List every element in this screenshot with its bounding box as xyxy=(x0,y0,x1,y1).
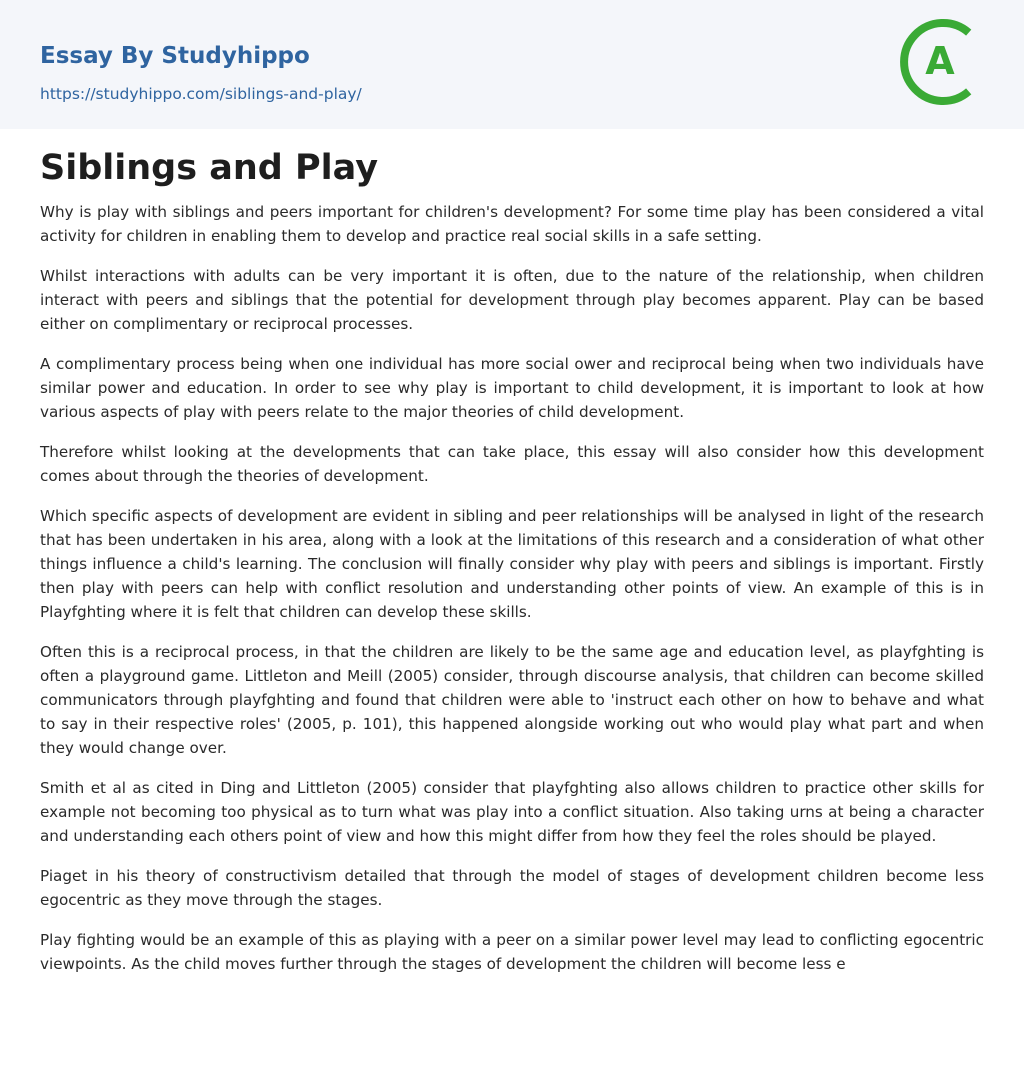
page-url-link[interactable]: https://studyhippo.com/siblings-and-play/ xyxy=(40,85,362,103)
site-header xyxy=(0,0,1024,129)
paragraph: Which specific aspects of development are evident in sibling and peer relationships will be analysed in light of the research that has been undertaken in his area, along with a look at the limitations of this research and a consideration of what other things influence a child's learning. The conclusion will finally consider why play with peers and siblings is important. Firstly then play with peers can help with conflict resolution and understanding other points of view. An example of this is in Playfghting where it is felt that children can develop these skills. xyxy=(40,507,984,621)
paragraph: Smith et al as cited in Ding and Littleton (2005) consider that playfghting also allows children to practice other skills for example not becoming too physical as to turn what was play into a conflict situation. Also taking urns at being a character and understanding each others point of view and how this might differ from how they feel the roles should be played. xyxy=(40,779,984,845)
paragraph: Piaget in his theory of constructivism detailed that through the model of stages of development children become less egocentric as they move through the stages. xyxy=(40,867,984,909)
logo-letter: A xyxy=(925,39,955,83)
page-title: Siblings and Play xyxy=(40,148,379,188)
paragraph: Play fighting would be an example of this as playing with a peer on a similar power level may lead to conflicting egocentric viewpoints. As the child moves further through the stages of development the children will become less e xyxy=(40,931,984,973)
paragraph: Therefore whilst looking at the developments that can take place, this essay will also consider how this development comes about through the theories of development. xyxy=(40,443,984,485)
paragraph: Why is play with siblings and peers important for children's development? For some time play has been considered a vital activity for children in enabling them to develop and practice real social skills in a safe setting. xyxy=(40,203,984,245)
brand-title[interactable]: Essay By Studyhippo xyxy=(40,43,310,69)
studyhippo-logo-icon[interactable] xyxy=(896,18,986,106)
paragraph: A complimentary process being when one individual has more social ower and reciprocal being when two individuals have similar power and education. In order to see why play is important to child development, it is important to look at how various aspects of play with peers relate to the major theories of child development. xyxy=(40,355,984,421)
paragraph: Often this is a reciprocal process, in that the children are likely to be the same age and education level, as playfghting is often a playground game. Littleton and Meill (2005) consider, through discourse analysis, that children can become skilled communicators through playfghting and found that children were able to 'instruct each other on how to behave and what to say in their respective roles' (2005, p. 101), this happened alongside working out who would play what part and when they would change over. xyxy=(40,643,984,757)
article-body xyxy=(40,140,984,976)
paragraph: Whilst interactions with adults can be very important it is often, due to the nature of the relationship, when children interact with peers and siblings that the potential for development through play becomes apparent. Play can be based either on complimentary or reciprocal processes. xyxy=(40,267,984,333)
